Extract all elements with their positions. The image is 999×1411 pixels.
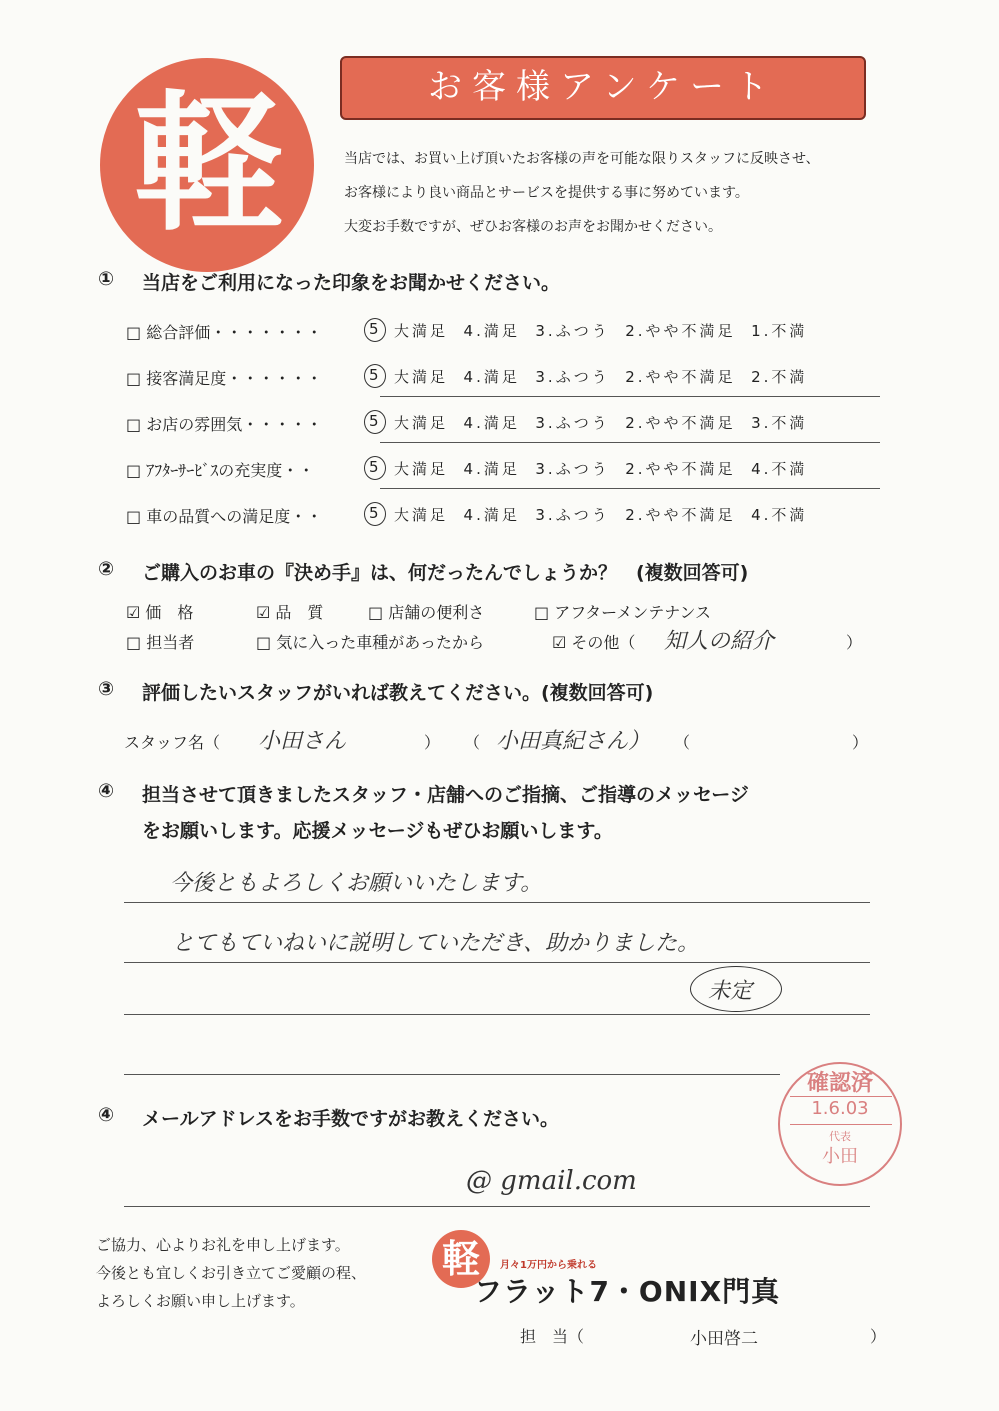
thanks-line-1: ご協力、心よりお礼を申し上げます。 (96, 1236, 350, 1254)
brand-name: フラット7・ONIX門真 (474, 1275, 781, 1308)
q1-number: ① (98, 268, 115, 290)
stamp-divider (790, 1124, 892, 1125)
q1-row-scale[interactable]: 大満足 4.満足 3.ふつう 2.やや不満足 4.不満 (394, 506, 808, 524)
option-quality[interactable]: ☑ 品 質 (256, 603, 324, 622)
q1-row-label: □ 接客満足度・・・・・・ (126, 369, 323, 388)
tanto-name: 小田啓二 (690, 1329, 758, 1349)
signature: 未定 (708, 979, 753, 1004)
q1-row-scale[interactable]: 大満足 4.満足 3.ふつう 2.やや不満足 3.不満 (394, 414, 808, 432)
q4-heading-2: をお願いします。応援メッセージもぜひお願いします。 (142, 820, 613, 842)
divider (380, 442, 880, 443)
message-rule (124, 1074, 780, 1075)
tanto-close: ） (870, 1327, 887, 1346)
q1-row-scale[interactable]: 大満足 4.満足 3.ふつう 2.やや不満足 1.不満 (394, 322, 808, 340)
q1-row-circled: 5 (369, 412, 382, 430)
other-close-paren: ） (846, 633, 863, 652)
message-rule (124, 962, 870, 963)
brand-logo-char: 軽 (133, 78, 280, 252)
tanto-label: 担 当（ (520, 1327, 585, 1346)
intro-line-1: 当店では、お買い上げ頂いたお客様の声を可能な限りスタッフに反映させ、 (344, 151, 820, 167)
q1-row-circled: 5 (369, 366, 382, 384)
paren-close: ） (852, 733, 869, 752)
q5-heading: メールアドレスをお手数ですがお教えください。 (142, 1108, 560, 1130)
q4-heading-1: 担当させて頂きましたスタッフ・店舗へのご指摘、ご指導のメッセージ (142, 784, 749, 806)
email-domain[interactable]: @ gmail.com (466, 1166, 637, 1196)
staff-name-2[interactable]: 小田真紀さん） (496, 729, 651, 754)
footer-logo-char: 軽 (441, 1237, 480, 1281)
q3-heading: 評価したいスタッフがいれば教えてください。(複数回答可) (142, 682, 654, 704)
q1-row-scale[interactable]: 大満足 4.満足 3.ふつう 2.やや不満足 2.不満 (394, 368, 808, 386)
q1-heading: 当店をご利用になった印象をお聞かせください。 (142, 272, 561, 294)
divider (380, 396, 880, 397)
q1-row-circled: 5 (369, 458, 382, 476)
divider (380, 488, 880, 489)
option-staff[interactable]: □ 担当者 (126, 633, 195, 652)
thanks-line-3: よろしくお願い申し上げます。 (96, 1292, 305, 1310)
staff-label: スタッフ名（ (124, 733, 221, 752)
intro-line-2: お客様により良い商品とサービスを提供する事に努めています。 (344, 185, 749, 201)
q5-number: ④ (98, 1104, 115, 1126)
q4-number: ④ (98, 780, 115, 802)
other-handwritten: 知人の紹介 (664, 629, 775, 654)
option-price[interactable]: ☑ 価 格 (126, 603, 194, 622)
paren-open: （ (674, 733, 691, 752)
paren-close: ） (424, 733, 441, 752)
q3-number: ③ (98, 678, 115, 700)
q1-row-circled: 5 (369, 504, 382, 522)
q1-row-label: □ ｱﾌﾀｰｻｰﾋﾞｽの充実度・・ (126, 461, 315, 480)
q1-row-label: □ 総合評価・・・・・・・ (126, 323, 323, 342)
brand-tagline: 月々1万円から乗れる (500, 1260, 597, 1271)
stamp-top: 確認済 (806, 1071, 873, 1096)
intro-line-3: 大変お手数ですが、ぜひお客様のお声をお聞かせください。 (344, 219, 722, 235)
stamp-date: 1.6.03 (811, 1098, 869, 1119)
message-line-2[interactable]: とてもていねいに説明していただき、助かりました。 (172, 931, 700, 956)
message-rule (124, 902, 870, 903)
paren-open: （ (464, 733, 481, 752)
stamp-rep: 代表 (829, 1130, 851, 1143)
q2-heading: ご購入のお車の『決め手』は、何だったんでしょうか？ (複数回答可) (142, 562, 749, 584)
message-rule (124, 1014, 870, 1015)
stamp-divider (790, 1096, 892, 1097)
q1-row-label: □ お店の雰囲気・・・・・ (126, 415, 323, 434)
option-other[interactable]: ☑ その他（ (552, 633, 636, 652)
email-rule (124, 1206, 870, 1207)
page-title: お客様アンケート (340, 56, 866, 120)
option-favorite-model[interactable]: □ 気に入った車種があったから (256, 633, 485, 652)
message-line-1[interactable]: 今後ともよろしくお願いいたします。 (170, 871, 543, 896)
q2-number: ② (98, 558, 115, 580)
thanks-line-2: 今後とも宜しくお引き立てご愛顧の程、 (96, 1264, 367, 1282)
q1-row-scale[interactable]: 大満足 4.満足 3.ふつう 2.やや不満足 4.不満 (394, 460, 808, 478)
option-store-convenience[interactable]: □ 店舗の便利さ (368, 603, 485, 622)
stamp-name: 小田 (822, 1146, 858, 1167)
option-after-maintenance[interactable]: □ アフターメンテナンス (534, 603, 712, 622)
q1-row-circled: 5 (369, 320, 382, 338)
staff-name-1[interactable]: 小田さん (258, 729, 347, 754)
q1-row-label: □ 車の品質への満足度・・ (126, 507, 323, 526)
